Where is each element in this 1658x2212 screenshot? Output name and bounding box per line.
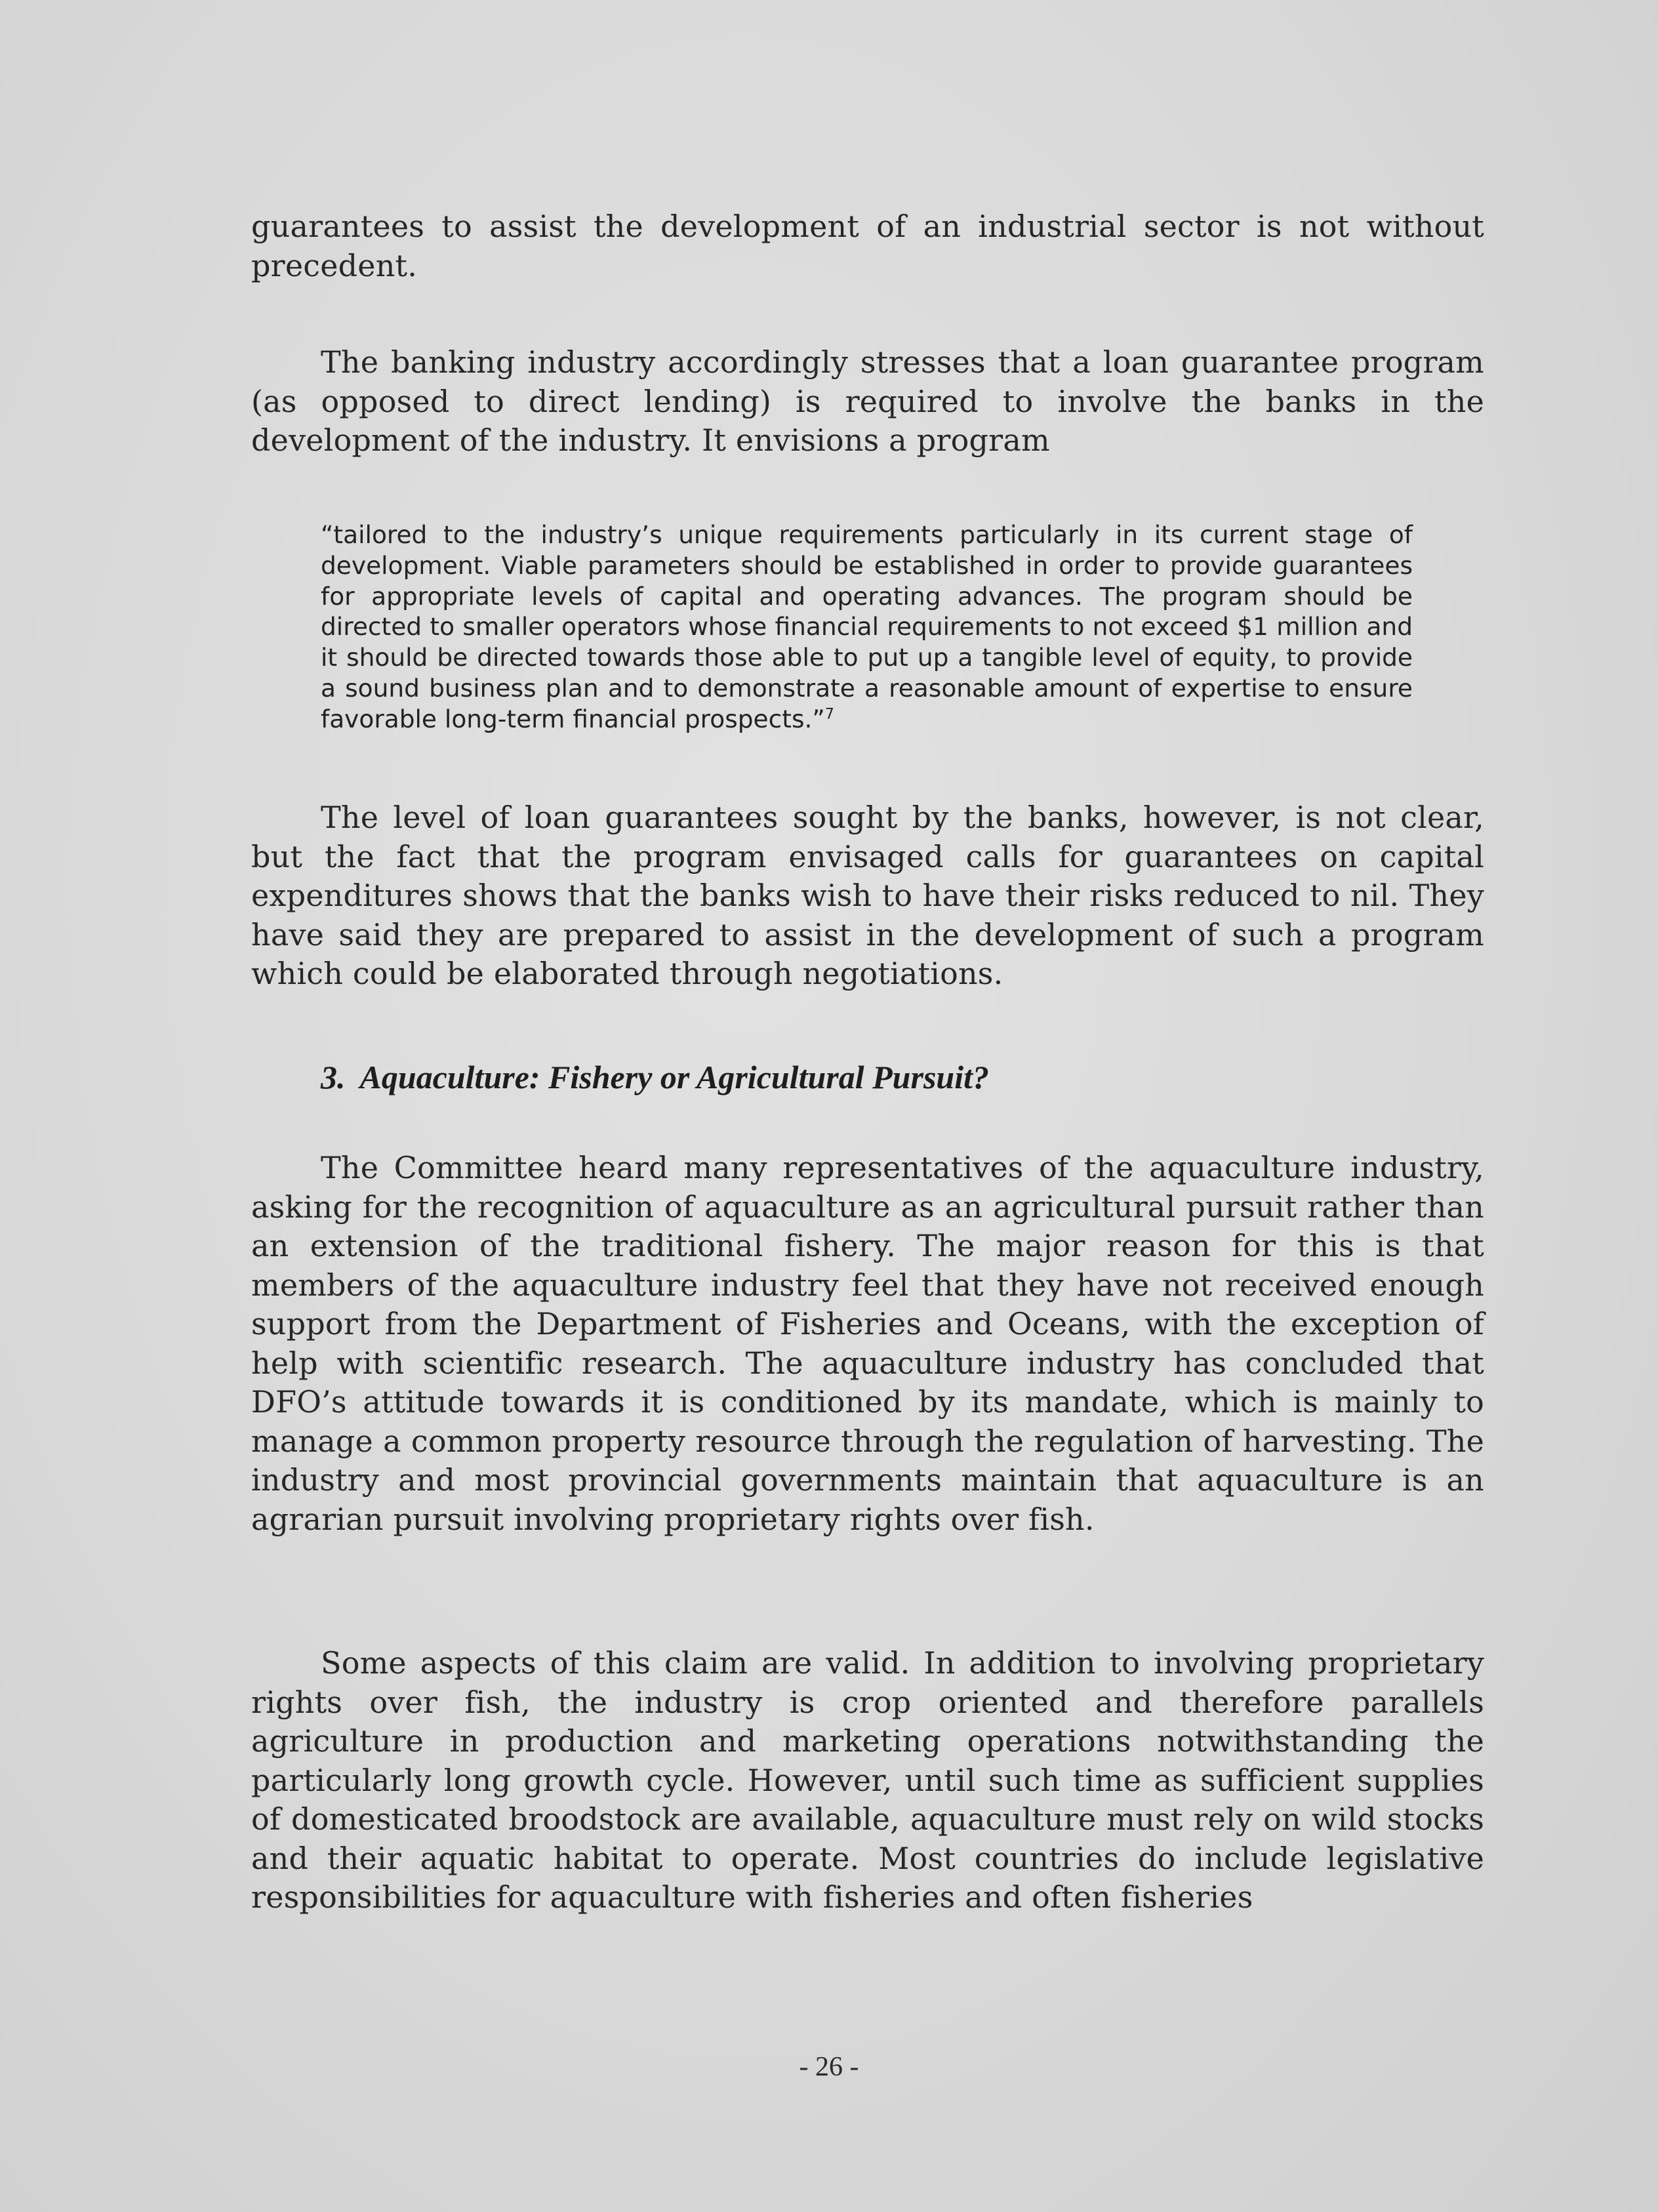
footnote-marker: 7 xyxy=(824,706,834,723)
section-title: Aquaculture: Fishery or Agricultural Pursuit? xyxy=(359,1059,989,1096)
section-heading xyxy=(321,1057,989,1097)
section-number: 3. xyxy=(321,1059,346,1096)
paragraph-committee-heard: The Committee heard many representatives of the aquaculture industry, asking for the recognition of aquaculture as an agricultural pursuit rather than an extension of the traditional fishery. The major reason for this is that members of the aquaculture industry feel that they have not received enough support from the Department of Fisheries and Oceans, with the exception of help with scientific research. The aquaculture industry has concluded that DFO’s attitude towards it is conditioned by its mandate, which is mainly to manage a common property resource through the regulation of harvesting. The industry and most provincial governments maintain that aquaculture is an agrarian pursuit involving proprietary rights over fish. xyxy=(251,1150,1484,1537)
paragraph-continuation: guarantees to assist the development of an industrial sector is not without precedent. xyxy=(251,209,1484,283)
page-number: - 26 - xyxy=(799,2052,859,2082)
block-quote xyxy=(321,520,1413,735)
block-quote-text: “tailored to the industry’s unique requirements particularly in its current stage of development. Viable parameters should be established in order to provide guarantees for appropriate levels of capital and operating advances. The program should be directed to smaller operators whose financial requirements to not exceed $1 million and it should be directed towards those able to put up a tangible level of equity, to provide a sound business plan and to demonstrate a reasonable amount of expertise to ensure favorable long-term financial prospects.” xyxy=(321,520,1413,733)
paragraph-loan-guarantees: The level of loan guarantees sought by the banks, however, is not clear, but the fact that the program envisaged calls for guarantees on capital expenditures shows that the banks wish to have their risks reduced to nil. They have said they are prepared to assist in the development of such a program which could be elaborated through negotiations. xyxy=(251,800,1484,991)
paragraph-banking-industry: The banking industry accordingly stresses that a loan guarantee program (as opposed to direct lending) is required to involve the banks in the development of the industry. It envisions a program xyxy=(251,344,1484,458)
paragraph-some-aspects: Some aspects of this claim are valid. In addition to involving proprietary rights over fish, the industry is crop oriented and therefore parallels agriculture in production and marketing operations notwithstanding the particularly long growth cycle. However, until such time as sufficient supplies of domesticated broodstock are available, aquaculture must rely on wild stocks and their aquatic habitat to operate. Most countries do include legislative responsibilities for aquaculture with fisheries and often fisheries xyxy=(251,1645,1484,1915)
